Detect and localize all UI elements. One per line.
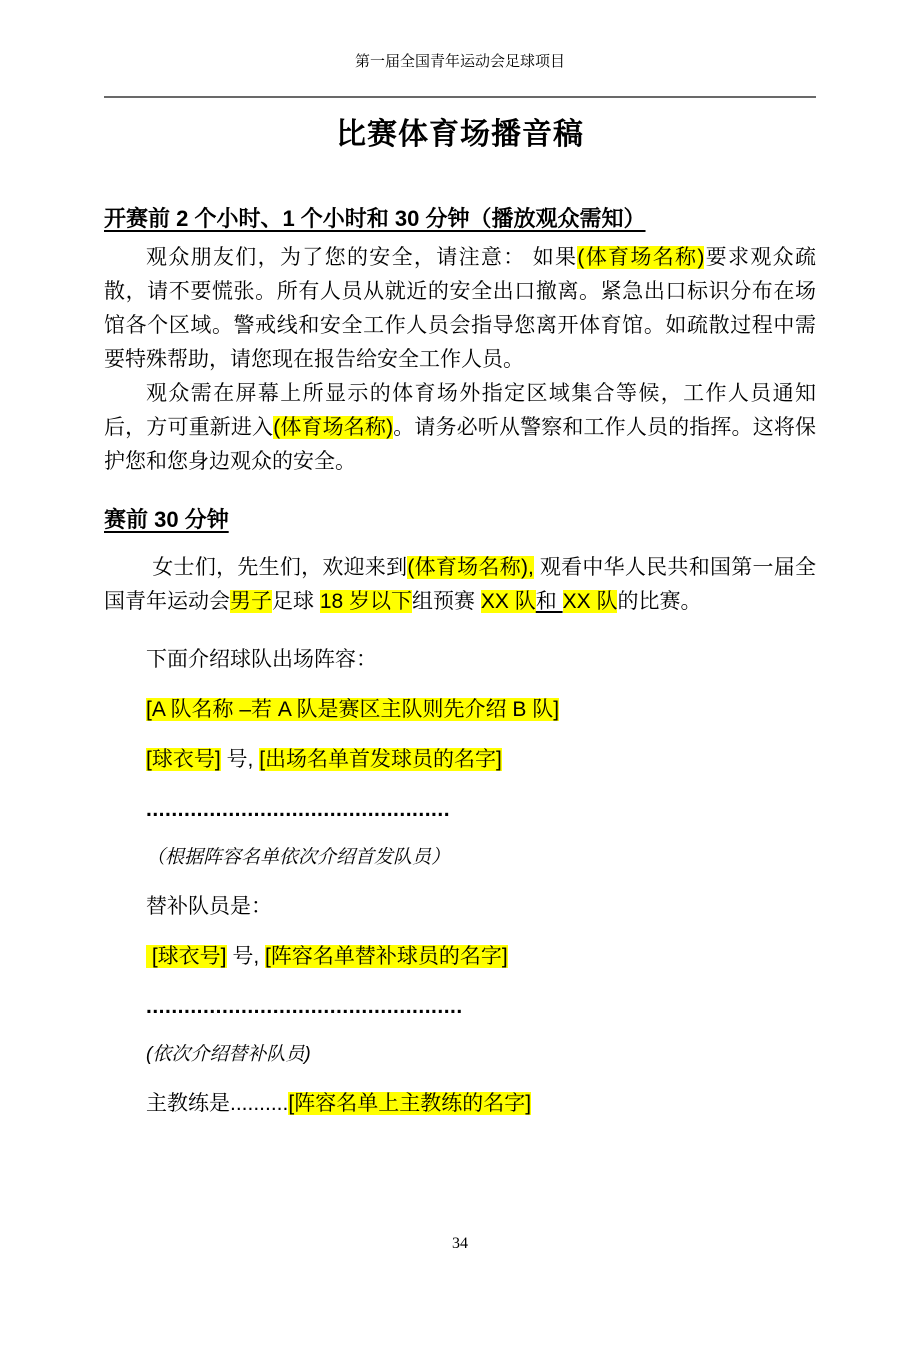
text-run: 要求观众疏散，请不要慌张。所有人员从就近的安全出口撤离。紧急出口标识分布在场馆各个区域。警戒线和安全工作人员会指导您离开体育馆。如疏散过程中需要特殊帮助，请您现在报告给安全工作人员。 [104,246,816,371]
highlighted-text-run: (体育场名称) [577,246,705,269]
text-run: 的比赛。 [617,590,702,613]
line-team-name-placeholder [146,693,816,726]
section-heading-30-minutes-before: 赛前 30 分钟 [104,507,229,532]
text-run: 组预赛 [412,590,481,613]
line-starter-player-placeholder [146,743,816,776]
highlighted-text-run: [出场名单首发球员的名字] [259,748,502,771]
text-run: 。请务必听从警察和工作人员的指挥。这将保护您和您身边观众的安全。 [104,416,817,473]
highlighted-text-run: (体育场名称) [273,416,394,439]
page-number: 34 [452,1235,468,1252]
text-run: 观看中华人民共和国第一届全国青年运动会 [104,556,816,613]
running-header: 第一届全国青年运动会足球项目 [354,54,565,70]
highlighted-text-run: XX 队 [562,590,618,613]
highlighted-text-run: [球衣号] [146,748,221,771]
highlighted-text-run: 18 岁以下 [319,590,413,613]
text-run: 观众需在屏幕上所显示的体育场外指定区域集合等候，工作人员通知后，方可重新进入 [104,382,816,439]
dotted-separator-line: .................................................. [146,995,463,1018]
highlighted-text-run: 男子 [230,590,272,613]
text-run: 女士们，先生们，欢迎来到 [152,556,408,579]
highlighted-text-run: [阵容名单上主教练的名字] [288,1092,532,1115]
text-run: 号, [226,945,266,968]
highlighted-text-run: (体育场名称), [407,556,534,579]
text-run: 足球 [272,590,320,613]
line-lineup-intro: 下面介绍球队出场阵容： [146,648,377,671]
highlighted-text-run: [球衣号] [146,945,227,968]
highlighted-text-run: [A 队名称 –若 A 队是赛区主队则先介绍 B 队] [146,698,560,721]
paragraph-evacuation-notice [104,241,816,377]
highlighted-text-run: XX 队 [480,590,536,613]
note-introduce-starters: （根据阵容名单依次介绍首发队员） [146,847,451,868]
line-substitute-player-placeholder [146,940,816,973]
highlighted-text-run: [阵容名单替补球员的名字] [265,945,508,968]
header-divider-line [104,96,816,98]
note-introduce-substitutes: (依次介绍替补队员) [146,1044,311,1065]
text-run: 号, [220,748,260,771]
paragraph-welcome-announcement [104,551,816,619]
line-head-coach-placeholder [146,1087,816,1120]
section-heading-pre-kickoff-announcement: 开赛前 2 个小时、1 个小时和 30 分钟（播放观众需知） [104,206,646,231]
line-substitutes-label: 替补队员是： [146,895,272,918]
paragraph-reentry-notice [104,377,816,479]
text-run: 观众朋友们，为了您的安全，请注意： 如果 [146,246,578,269]
document-content [0,52,920,1120]
dotted-separator-line: ................................................ [146,798,451,821]
underlined-text-run: 和 [535,590,563,613]
word-document-page [0,52,920,1354]
text-run: 主教练是.......... [146,1092,289,1115]
document-title: 比赛体育场播音稿 [336,118,584,151]
